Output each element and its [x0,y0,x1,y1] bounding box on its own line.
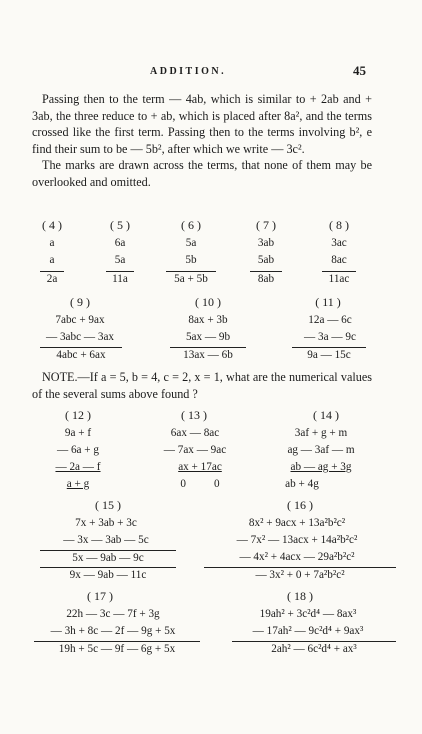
term: 3ac [331,237,347,249]
term: 8x² + 9acx + 13a²b²c² [248,517,346,529]
term: — 17ah² — 9c²d⁴ + 9ax³ [252,625,364,637]
term: 7abc + 9ax [55,314,105,326]
example-label: ( 18 ) [287,589,313,603]
term: — 3h + 8c — 2f — 9g + 5x [50,625,176,637]
example-label: ( 10 ) [195,295,221,309]
sum: 5a + 5b [166,271,216,287]
term: 8ax + 3b [188,314,228,326]
term: 5a [185,237,197,249]
example-label: ( 17 ) [87,589,113,603]
sum: — 3x² + 0 + 7a²b²c² [204,567,396,583]
term: — 3x — 3ab — 5c [63,534,149,546]
term: 5b [185,254,197,266]
sum: 9x — 9ab — 11c [40,567,176,583]
intro-paragraph: Passing then to the term — 4ab, which is similar to + 2ab and + 3ab, the three reduce to + ab, which is placed after 8a², and the terms crossed like the first term. Passing then to the terms involving b², e find their sum to be — 5b², after which we write — 3c². [32,92,372,156]
example-label: ( 9 ) [70,295,90,309]
sum: 2a [40,271,64,287]
sum: 11a [106,271,134,287]
sum: 2ah² — 6c²d⁴ + ax³ [232,641,396,657]
term: ab — ag + 3g [290,461,352,473]
sum: 11ac [322,271,356,287]
sum: 13ax — 6b [170,347,246,363]
example-label: ( 14 ) [313,408,339,422]
term: 7x + 3ab + 3c [75,517,137,529]
intro-paragraph: The marks are drawn across the terms, that none of them may be overlooked and omitted. [32,158,372,189]
term: — 4x² + 4acx — 29a²b²c² [239,551,355,563]
sum: 8ab [250,271,282,287]
term: 5x — 9ab — 9c [40,550,176,566]
term: ag — 3af — m [287,444,355,456]
example-label: ( 12 ) [65,408,91,422]
term: 3ab [257,237,275,249]
example-label: ( 15 ) [95,498,121,512]
note-paragraph: NOTE.—If a = 5, b = 4, c = 2, x = 1, what are the numerical values of the several sums above found ? [32,370,372,401]
sum: a + g [66,478,90,490]
example-label: ( 4 ) [42,218,62,232]
example-label: ( 5 ) [110,218,130,232]
term: — 6a + g [56,444,100,456]
term: — 7x² — 13acx + 14a²b²c² [236,534,358,546]
running-header: ADDITION. [150,66,227,77]
term: — 3a — 9c [304,331,356,343]
intro-text [32,91,372,191]
example-label: ( 6 ) [181,218,201,232]
term: 8ac [331,254,347,266]
term: 6a [114,237,126,249]
example-label: ( 16 ) [287,498,313,512]
sum: 4abc + 6ax [40,347,122,363]
term: 22h — 3c — 7f + 3g [66,608,160,620]
term: 19ah² + 3c²d⁴ — 8ax³ [259,608,357,620]
term: 6ax — 8ac [170,427,220,439]
term: 3af + g + m [294,427,348,439]
example-label: ( 8 ) [329,218,349,232]
term: 5ax — 9b [185,331,231,343]
term: 5a [114,254,126,266]
example-label: ( 13 ) [181,408,207,422]
example-label: ( 7 ) [256,218,276,232]
sum: 19h + 5c — 9f — 6g + 5x [34,641,200,657]
term: — 2a — f [55,461,101,473]
page-number: 45 [353,63,366,78]
term: ax + 17ac [178,461,222,473]
term: 5ab [257,254,275,266]
sum: 0 0 [180,478,220,490]
example-label: ( 11 ) [315,295,341,309]
term: — 7ax — 9ac [163,444,227,456]
term: a [49,254,55,266]
note-text [32,369,372,402]
sum: 9a — 15c [292,347,366,363]
sum: ab + 4g [285,478,319,490]
term: 9a + f [64,427,92,439]
term: — 3abc — 3ax [45,331,115,343]
term: a [49,237,55,249]
term: 12a — 6c [308,314,352,326]
